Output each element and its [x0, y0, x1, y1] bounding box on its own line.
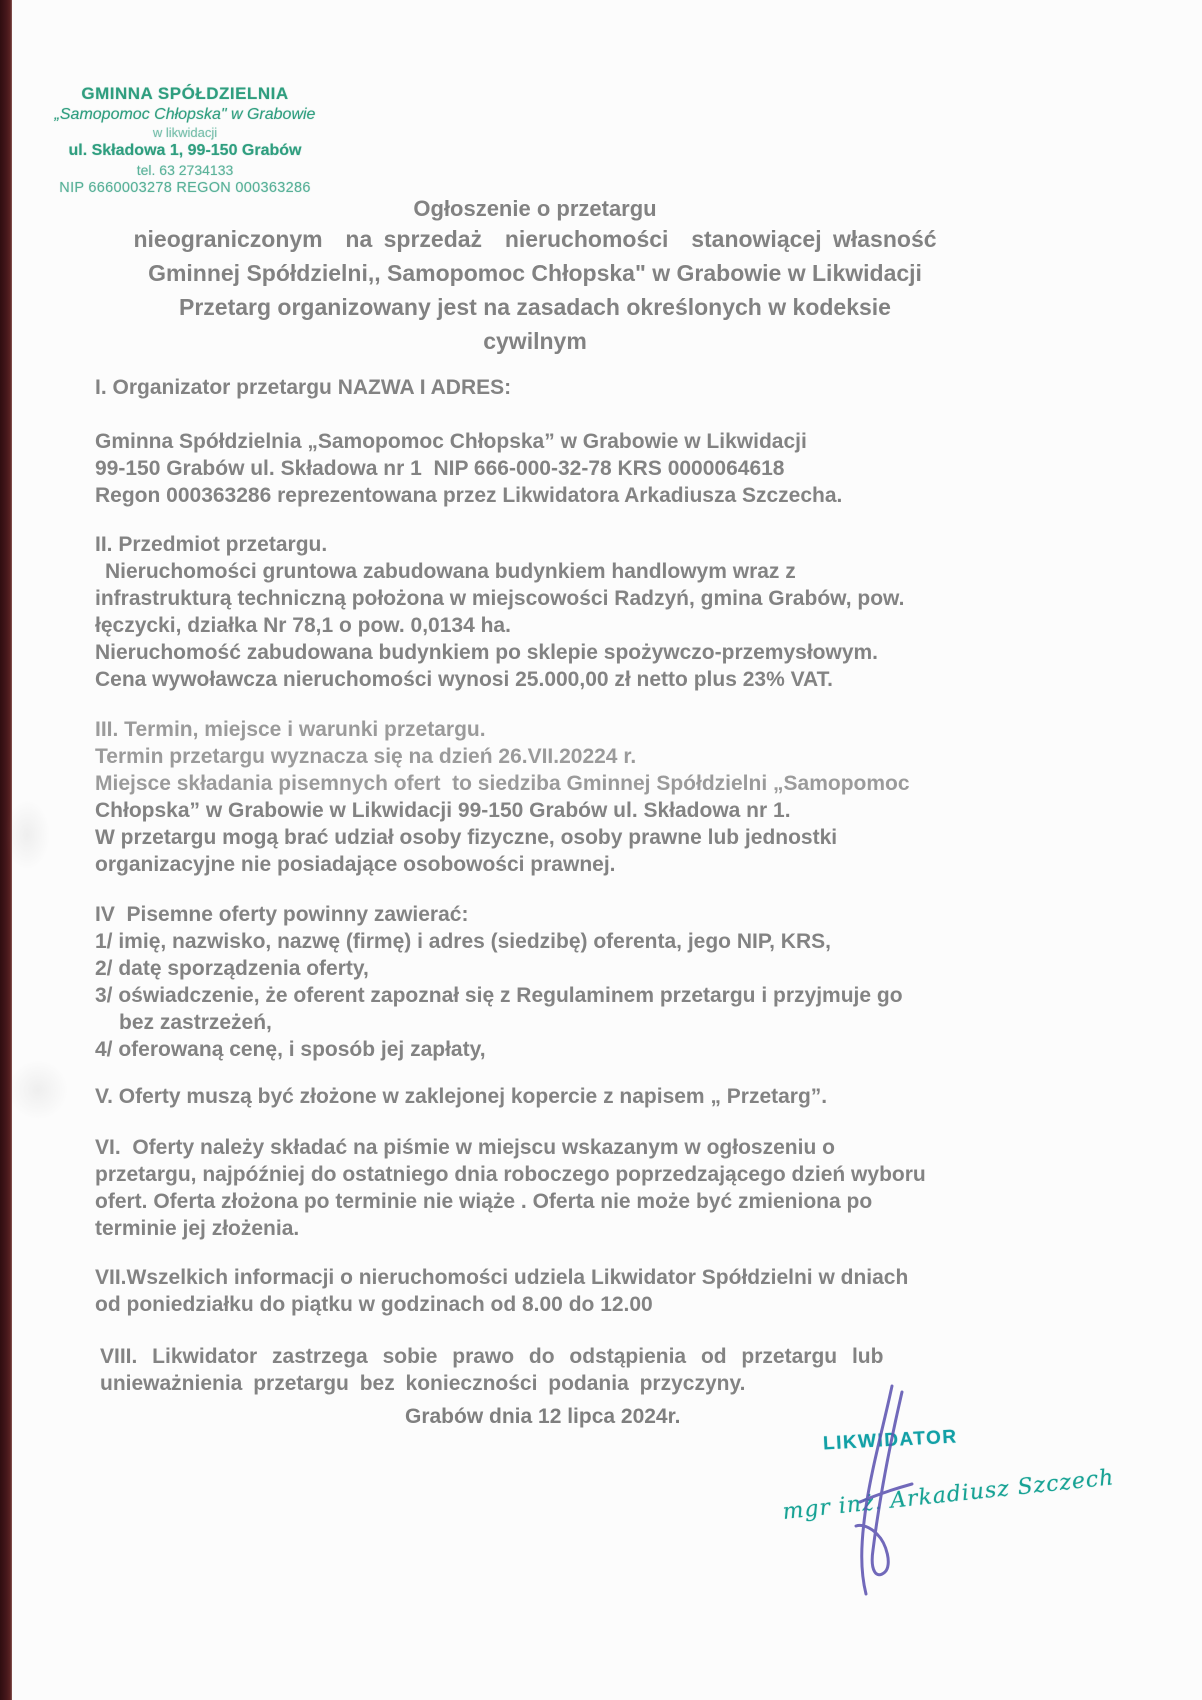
- text-line: 1/ imię, nazwisko, nazwę (firmę) i adres (siedzibę) oferenta, jego NIP, KRS,: [95, 930, 831, 953]
- title-line: Ogłoszenie o przetargu: [413, 196, 657, 221]
- text-line: 4/ oferowaną cenę, i sposób jej zapłaty,: [95, 1038, 486, 1061]
- text-line: Chłopska” w Grabowie w Likwidacji 99-150 Grabów ul. Składowa nr 1.: [95, 799, 791, 822]
- scan-smudge: [8, 1060, 68, 1120]
- text-line: terminie jej złożenia.: [95, 1217, 300, 1240]
- text-line: 2/ datę sporządzenia oferty,: [95, 957, 369, 980]
- section-3: [95, 716, 1105, 878]
- text-line: łęczycki, działka Nr 78,1 o pow. 0,0134 ha.: [95, 614, 511, 637]
- liquidator-name-stamp: mgr inż. Arkadiusz Szczech: [781, 1465, 1116, 1525]
- text-line: IV Pisemne oferty powinny zawierać:: [95, 903, 469, 926]
- text-line: Nieruchomość zabudowana budynkiem po sklepie spożywczo-przemysłowym.: [95, 641, 879, 664]
- stamp-company-subname: „Samopomoc Chłopska" w Grabowie: [54, 106, 316, 123]
- stamp-company-name: GMINNA SPÓŁDZIELNIA: [81, 84, 289, 103]
- document-title: [30, 196, 1040, 362]
- section-1-heading: [95, 374, 1105, 401]
- text-line: VI. Oferty należy składać na piśmie w miejscu wskazanym w ogłoszeniu o: [95, 1136, 835, 1159]
- text-line: Gminna Spółdzielnia „Samopomoc Chłopska” w Grabowie w Likwidacji: [95, 430, 807, 453]
- text-line: infrastrukturą techniczną położona w miejscowości Radzyń, gmina Grabów, pow.: [95, 587, 905, 610]
- section-5: [95, 1083, 1105, 1110]
- section-7: [95, 1264, 1105, 1318]
- stamp-liquidation-status: w likwidacji: [152, 125, 218, 140]
- text-line: przetargu, najpóźniej do ostatniego dnia roboczego poprzedzającego dzień wyboru: [95, 1163, 926, 1186]
- handwritten-signature: [832, 1382, 928, 1618]
- liquidator-role-stamp: LIKWIDATOR: [822, 1426, 959, 1455]
- text-line: VIII. Likwidator zastrzega sobie prawo do odstąpienia od przetargu lub: [100, 1345, 884, 1368]
- text-line: I. Organizator przetargu NAZWA I ADRES:: [95, 376, 512, 399]
- section-6: [95, 1134, 1105, 1242]
- stamp-nip-regon: NIP 6660003278 REGON 000363286: [59, 180, 311, 196]
- section-1-body: [95, 428, 1105, 509]
- section-4: [95, 901, 1105, 1063]
- text-line: od poniedziałku do piątku w godzinach od 8.00 do 12.00: [95, 1293, 653, 1316]
- text-line: ofert. Oferta złożona po terminie nie wiąże . Oferta nie może być zmieniona po: [95, 1190, 873, 1213]
- text-line: VII.Wszelkich informacji o nieruchomości udziela Likwidator Spółdzielni w dniach: [95, 1266, 909, 1289]
- text-line: bez zastrzeżeń,: [119, 1011, 272, 1034]
- text-line: II. Przedmiot przetargu.: [95, 533, 328, 556]
- section-2: [95, 531, 1105, 693]
- stamp-address: ul. Składowa 1, 99-150 Grabów: [68, 142, 302, 159]
- company-stamp: [35, 84, 335, 196]
- scan-smudge: [4, 800, 50, 870]
- text-line: W przetargu mogą brać udział osoby fizyczne, osoby prawne lub jednostki: [95, 826, 838, 849]
- text-line: Regon 000363286 reprezentowana przez Likwidatora Arkadiusza Szczecha.: [95, 484, 843, 507]
- text-line: organizacyjne nie posiadające osobowości prawnej.: [95, 853, 616, 876]
- text-line: unieważnienia przetargu bez konieczności podania przyczyny.: [100, 1372, 746, 1395]
- date-place-line: Grabów dnia 12 lipca 2024r.: [405, 1405, 681, 1428]
- text-line: 3/ oświadczenie, że oferent zapoznał się z Regulaminem przetargu i przyjmuje go: [95, 984, 903, 1007]
- text-line: Nieruchomości gruntowa zabudowana budynkiem handlowym wraz z: [105, 560, 796, 583]
- title-line: cywilnym: [483, 328, 587, 354]
- stamp-phone: tel. 63 2734133: [136, 162, 234, 178]
- title-line: Przetarg organizowany jest na zasadach określonych w kodeksie: [179, 294, 891, 320]
- section-8: [100, 1343, 1110, 1397]
- text-line: Termin przetargu wyznacza się na dzień 26.VII.20224 r.: [95, 745, 637, 768]
- title-line: nieograniczonym na sprzedaż nieruchomości stanowiącej własność: [133, 226, 937, 252]
- text-line: V. Oferty muszą być złożone w zaklejonej kopercie z napisem „ Przetarg”.: [95, 1085, 828, 1108]
- text-line: III. Termin, miejsce i warunki przetargu.: [95, 718, 486, 741]
- text-line: Cena wywoławcza nieruchomości wynosi 25.000,00 zł netto plus 23% VAT.: [95, 668, 833, 691]
- text-line: Miejsce składania pisemnych ofert to siedziba Gminnej Spółdzielni „Samopomoc: [95, 772, 910, 795]
- title-line: Gminnej Spółdzielni,, Samopomoc Chłopska" w Grabowie w Likwidacji: [148, 260, 922, 286]
- text-line: 99-150 Grabów ul. Składowa nr 1 NIP 666-000-32-78 KRS 0000064618: [95, 457, 785, 480]
